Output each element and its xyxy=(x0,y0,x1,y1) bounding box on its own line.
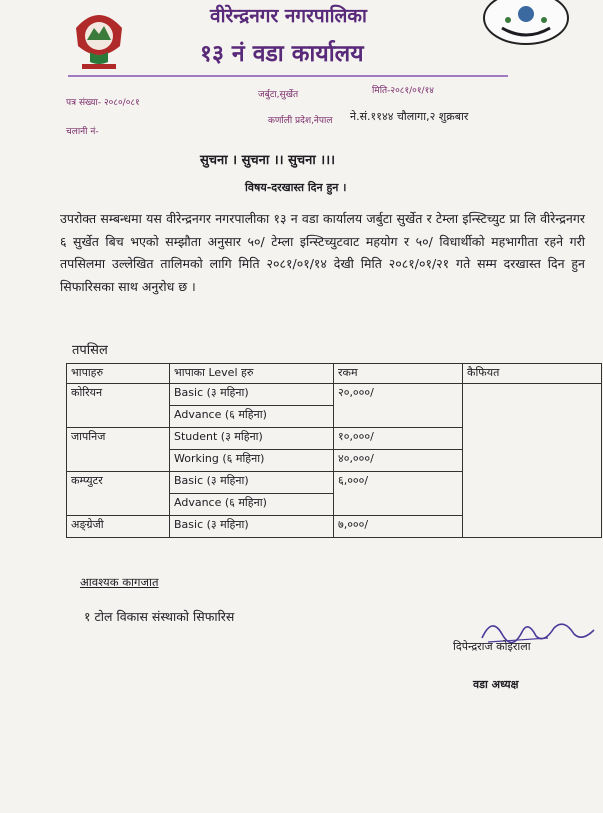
signatory-designation: वडा अध्यक्ष xyxy=(473,678,519,691)
notice-body: उपरोक्त सम्बन्धमा यस वीरेन्द्रनगर नगरपालीका १३ न वडा कार्यालय जर्बुटा सुर्खेत र टेम्ला इन्स्टिच्युट प्रा लि वीरेन्द्रनगर ६ सुर्खेत बिच भएको सम्झौता अनुसार ५०/ टेम्ला इन्स्टिच्युटवाट महयोग र ५०/ विधार्थीको महभागीता रहने गरी तपसिलमा उल्लेखित तालिमको लागि मिति २०८१/०१/१४ देखी मिति २०८१/०१/२१ गते सम्म दरखास्त दिन हुन सिफारिसका साथ अनुरोध छ । xyxy=(60,211,585,294)
table-header-row xyxy=(67,364,602,384)
amount-cell: ७,०००/ xyxy=(334,516,463,538)
language-cell: कम्प्युटर xyxy=(67,472,170,516)
amount-cell: १०,०००/ xyxy=(334,428,463,450)
municipality-emblem xyxy=(70,6,128,72)
signatory-name: दिपेन्द्रराज कोइराला xyxy=(453,640,531,653)
table-row xyxy=(67,384,602,406)
level-cell: Basic (३ महिना) xyxy=(170,472,334,494)
level-cell: Basic (३ महिना) xyxy=(170,384,334,406)
document-item: १ टोल विकास संस्थाको सिफारिस xyxy=(84,609,235,624)
header-divider xyxy=(68,75,508,77)
level-cell: Working (६ महिना) xyxy=(170,450,334,472)
table-heading: तपसिल xyxy=(72,343,108,358)
language-cell: जापनिज xyxy=(67,428,170,472)
level-cell: Advance (६ महिना) xyxy=(170,494,334,516)
amount-cell: २०,०००/ xyxy=(334,384,463,428)
course-fee-table xyxy=(66,363,602,538)
office-name: १३ नं वडा कार्यालय xyxy=(200,41,364,67)
column-header: भापाका Level हरु xyxy=(170,364,334,384)
nepal-sambat-date: ने.सं.११४४ चौलागा,२ शुक्रबार xyxy=(350,110,469,123)
municipality-name: वीरेन्द्रनगर नगरपालिका xyxy=(210,5,367,27)
column-header: रकम xyxy=(334,364,463,384)
documents-heading: आवश्यक कागजात xyxy=(80,575,159,589)
column-header: भापाहरु xyxy=(67,364,170,384)
language-cell: अङ्ग्रेजी xyxy=(67,516,170,538)
notice-subject: विषय-दरखास्त दिन हुन । xyxy=(245,181,347,194)
level-cell: Student (३ महिना) xyxy=(170,428,334,450)
amount-cell: ६,०००/ xyxy=(334,472,463,516)
letter-number: पत्र संख्या- २०८०/०८१ xyxy=(66,98,140,108)
level-cell: Basic (३ महिना) xyxy=(170,516,334,538)
office-province: कर्णाली प्रदेश,नेपाल xyxy=(268,116,333,126)
level-cell: Advance (६ महिना) xyxy=(170,406,334,428)
language-cell: कोरियन xyxy=(67,384,170,428)
partner-logo xyxy=(480,0,572,46)
notice-title: सुचना । सुचना ।। सुचना ।।। xyxy=(200,153,336,168)
column-header: कैफियत xyxy=(463,364,602,384)
amount-cell: ४०,०००/ xyxy=(334,450,463,472)
dispatch-number: चलानी नं- xyxy=(66,127,99,137)
office-location: जर्बुटा,सुर्खेत xyxy=(258,90,299,100)
letter-date: मिति-२०८१/०१/१४ xyxy=(372,86,434,96)
remarks-cell xyxy=(463,384,602,538)
